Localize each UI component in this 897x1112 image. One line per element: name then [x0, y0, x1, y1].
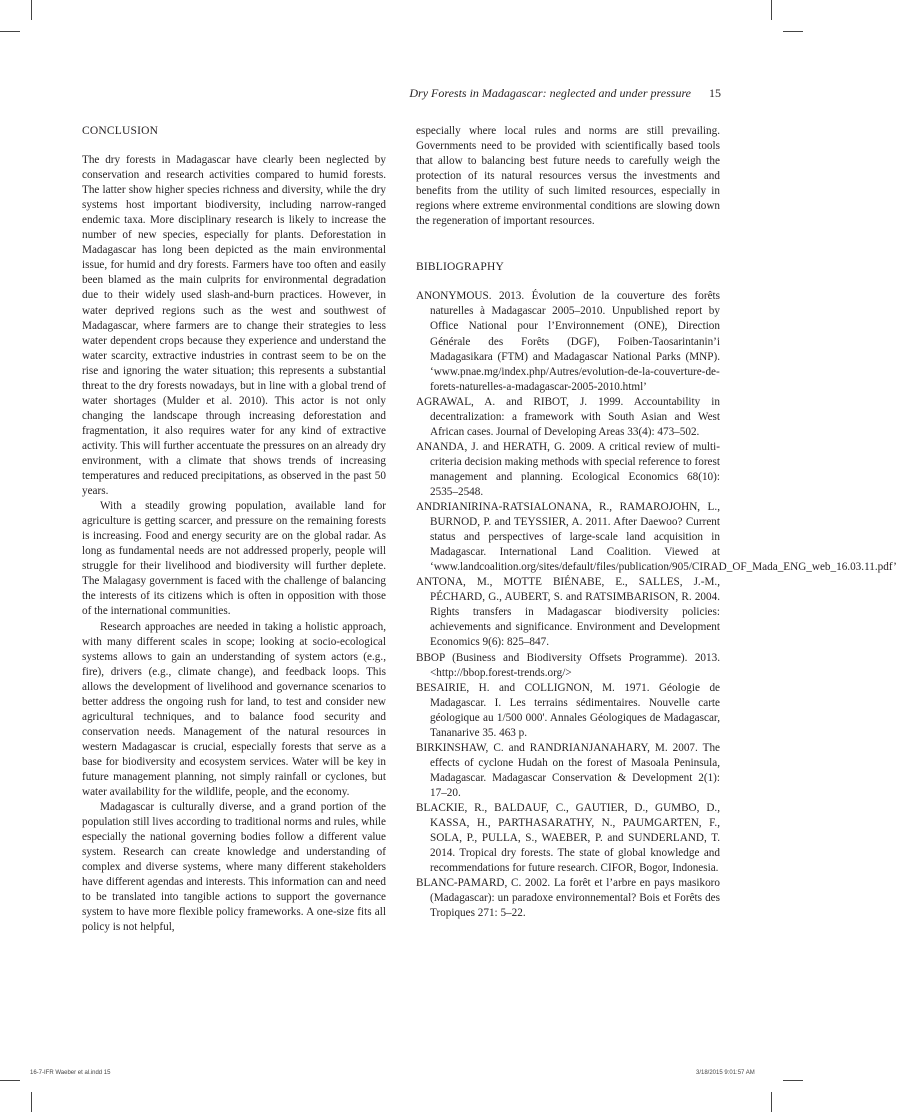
- reference: AGRAWAL, A. and RIBOT, J. 1999. Accountability in decentralization: a framework with South Asian and West African cases. Journal of Developing Areas 33(4): 473–502.: [416, 395, 720, 438]
- reference: BLACKIE, R., BALDAUF, C., GAUTIER, D., GUMBO, D., KASSA, H., PARTHASARATHY, N., PAUMGARTEN, F., SOLA, P., PULLA, S., WAEBER, P. and SUNDERLAND, T. 2014. Tropical dry forests. The state of global knowledge and recommendations for future research. CIFOR, Bogor, Indonesia.: [416, 801, 720, 875]
- reference: ANANDA, J. and HERATH, G. 2009. A critical review of multi-criteria decision making methods with special reference to forest management and planning. Ecological Economics 68(10): 2535–2548.: [416, 440, 720, 498]
- crop-mark: [31, 0, 32, 20]
- reference: BLANC-PAMARD, C. 2002. La forêt et l’arbre en pays masikoro (Madagascar): un paradoxe environnemental? Bois et Forêts des Tropiques 271: 5–22.: [416, 877, 720, 920]
- page-number: 15: [709, 86, 721, 100]
- running-title: Dry Forests in Madagascar: neglected and under pressure: [409, 86, 691, 100]
- right-column: [416, 124, 897, 921]
- paragraph: The dry forests in Madagascar have clearly been neglected by conservation and research activities compared to humid forests. The latter show higher species richness and diversity, while the dry systems host important biodiversity, including narrow-ranged endemic taxa. More disciplinary research is likely to increase the number of new species, especially for plants. Deforestation in Madagascar has long been depicted as the main environmental issue, for humid and dry forests. Farmers have too often and easily been blamed as the main culprits for environmental degradation due to their widely used slash-and-burn practices. However, in water deprived regions such as the west and southwest of Madagascar, where farmers are to change their strategies to less water dependent crops because they experience and understand the water scarcity, extractive industries in contrast seem to be on the rise and ignoring the water situation; this represents a substantial threat to the dry forests nowadays, but in line with a global trend of water shortages (Mulder et al. 2010). This actor is not only changing the landscape through increasing deforestation and fragmentation, it also requires water for any kind of extractive activity. This will further accentuate the pressures on an already dry environment, with a climate that shows trends of increasing temperatures and reduced precipitations, as observed in the past 50 years.: [82, 154, 386, 498]
- reference: ANTONA, M., MOTTE BIÉNABE, E., SALLES, J.-M., PÉCHARD, G., AUBERT, S. and RATSIMBARISON, R. 2004. Rights transfers in Madagascar biodiversity policies: achievements and significance. Environment and Development Economics 9(6): 825–847.: [416, 576, 720, 649]
- crop-mark: [771, 1092, 772, 1112]
- bibliography-heading: BIBLIOGRAPHY: [416, 261, 505, 274]
- crop-mark: [0, 31, 20, 32]
- reference: ANDRIANIRINA-RATSIALONANA, R., RAMAROJOHN, L., BURNOD, P. and TEYSSIER, A. 2011. After Daewoo? Current status and perspectives of large-scale land acquisition in Madagascar. International Land Coalition. Viewed at ‘www.landcoalition.org/sites/default/files/publication/905/CIRAD_OF_Mada_ENG_web_16.03.11.pdf’: [416, 501, 897, 574]
- paragraph: With a steadily growing population, available land for agriculture is getting scarcer, and pressure on the remaining forests is increasing. Food and energy security are on the global radar. As long as fundamental needs are not addressed properly, people will struggle for their livelihood and biodiversity will further deplete. The Malagasy government is faced with the challenge of balancing the interests of its citizens which is often in opposition with those of the international communities.: [82, 500, 386, 618]
- crop-mark: [0, 1080, 20, 1081]
- paragraph: Research approaches are needed in taking a holistic approach, with many different scales in scope; looking at socio-ecological systems allows to gain an understanding of system actors (e.g., fire), drivers (e.g., climate change), and feedback loops. This allows the development of livelihood and governance scenarios to better address the ongoing rush for land, to test and consider new agricultural techniques, and to balance food security and conservation needs. Management of the natural resources in western Madagascar is crucial, especially forests that serve as a base for biodiversity and ecosystem services. Water will be key in future management planning, not simply rainfall or cyclones, but water availability for the wildlife, people, and the economy.: [82, 620, 386, 799]
- paragraph: Madagascar is culturally diverse, and a grand portion of the population still lives according to traditional norms and rules, while especially the national governing bodies follow a different value system. Research can create knowledge and understanding of complex and diverse systems, where many different stakeholders have different agendas and interests. This information can and need to be translated into tangible actions to support the governance system to have more flexible policy frameworks. A one-size fits all policy is not helpful,: [82, 801, 386, 934]
- reference: BIRKINSHAW, C. and RANDRIANJANAHARY, M. 2007. The effects of cyclone Hudah on the forest of Masoala Peninsula, Madagascar. Madagascar Conservation & Development 2(1): 17–20.: [416, 741, 720, 799]
- reference: ANONYMOUS. 2013. Évolution de la couverture des forêts naturelles à Madagascar 2005–2010. Unpublished report by Office National pour l’Environnement (ONE), Direction Générale des Forêts (DGF), Foiben-Taosarintanin’i Madagasikara (FTM) and Madagascar National Parks (MNP). ‘www.pnae.mg/index.php/Autres/evolution-de-la-couverture-de-forets-naturelles-a-madagascar-2005-2010.html’: [416, 290, 720, 393]
- crop-mark: [31, 1092, 32, 1112]
- section-heading: CONCLUSION: [82, 125, 159, 137]
- left-column: [82, 124, 386, 935]
- paragraph-continuation: especially where local rules and norms are still prevailing. Governments need to be provided with scientifically based tools that allow to balancing best future needs to carefully weigh the protection of its natural resources versus the investments and benefits from the utility of such limited resources, especially in regions where extreme environmental conditions are slowing down the regeneration of important resources.: [416, 125, 720, 228]
- crop-mark: [783, 31, 803, 32]
- reference: BESAIRIE, H. and COLLIGNON, M. 1971. Géologie de Madagascar. I. Les terrains sédimentaires. Nouvelle carte géologique au 1/500 000'. Annales Géologiques de Madagascar, Tananarive 35. 463 p.: [416, 681, 720, 739]
- crop-mark: [771, 0, 772, 20]
- footer-file: 16-7-IFR Waeber et al.indd 15: [30, 1070, 111, 1076]
- crop-mark: [783, 1080, 803, 1081]
- footer-timestamp: 3/18/2015 9:01:57 AM: [696, 1070, 755, 1076]
- running-header: [409, 86, 721, 101]
- reference: BBOP (Business and Biodiversity Offsets Programme). 2013. <http://bbop.forest-trends.org/>: [416, 651, 720, 679]
